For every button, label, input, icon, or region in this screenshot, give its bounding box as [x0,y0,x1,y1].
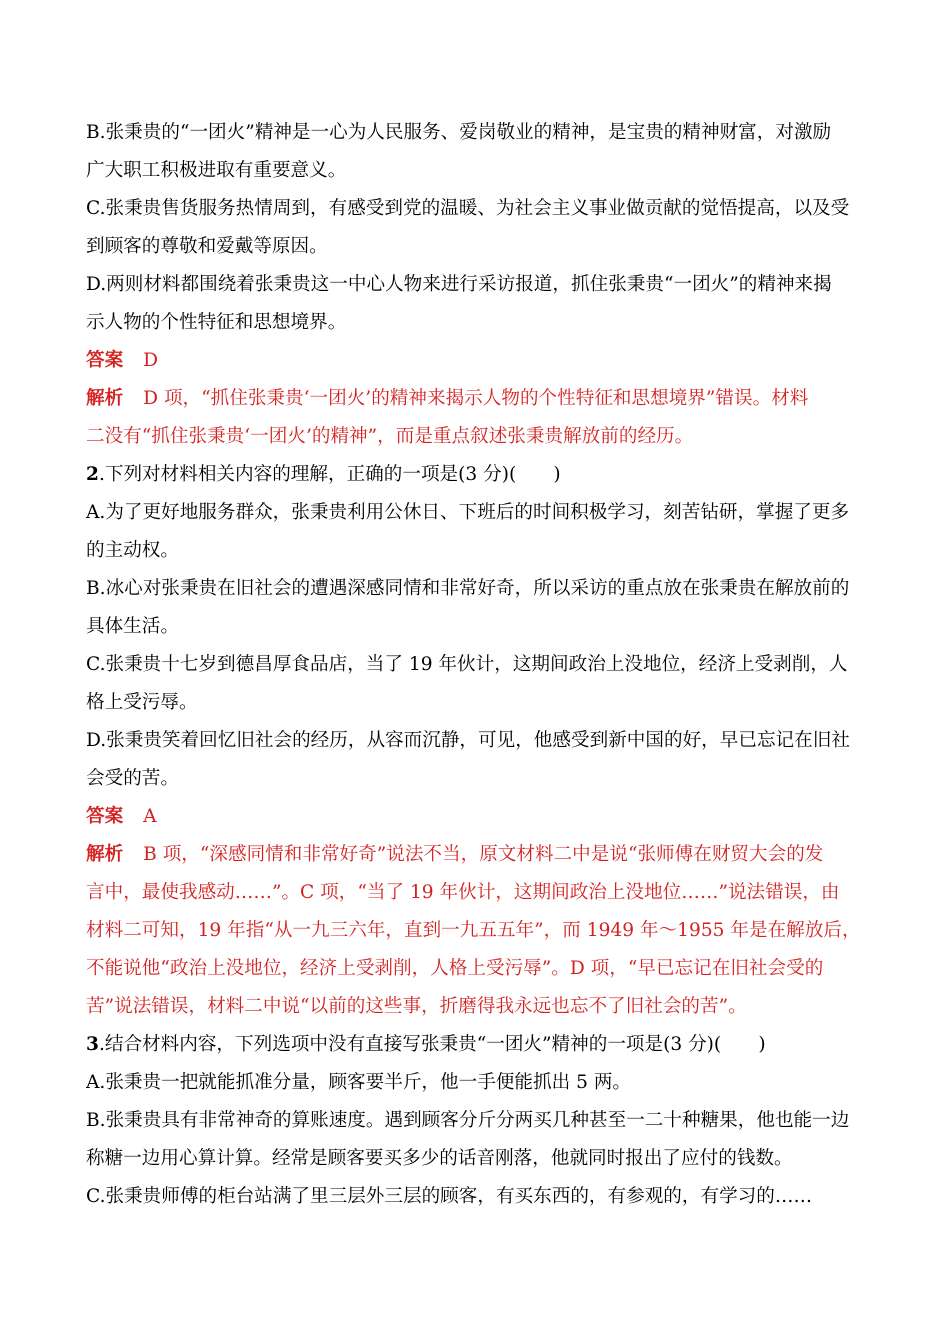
question-number: 3 [86,1034,99,1055]
q2-stem [86,463,876,487]
q1-analysis-line-1 [86,387,876,411]
q1-answer [86,349,876,373]
q3-option-b-line-1: B.张秉贵具有非常神奇的算账速度。遇到顾客分斤分两买几种甚至一二十种糖果，他也能一边 [86,1110,850,1131]
q1-option-c-line-2: 到顾客的尊敬和爱戴等原因。 [86,236,328,257]
q2-answer [86,805,876,829]
answer-value: D [143,350,159,371]
q2-analysis-line-3: 材料二可知，19 年指“从一九三六年，直到一九五五年”，而 1949 年～1955 年是在解放后， [86,920,861,941]
q2-option-d-line-2: 会受的苦。 [86,768,179,789]
q3-option-b-line-2: 称糖一边用心算计算。经常是顾客要买多少的话音刚落，他就同时报出了应付的钱数。 [86,1148,793,1169]
q2-option-d-line-1: D.张秉贵笑着回忆旧社会的经历，从容而沉静，可见，他感受到新中国的好，早已忘记在旧社 [86,730,850,751]
q1-option-c-line-1: C.张秉贵售货服务热情周到，有感受到党的温暖、为社会主义事业做贡献的觉悟提高，以及受 [86,198,850,219]
q2-analysis-line-5: 苦”说法错误，材料二中说“以前的这些事，折磨得我永远也忘不了旧社会的苦”。 [86,996,747,1017]
q2-option-b-line-1: B.冰心对张秉贵在旧社会的遭遇深感同情和非常好奇，所以采访的重点放在张秉贵在解放前的 [86,578,850,599]
q2-option-c-line-2: 格上受污辱。 [86,692,198,713]
question-number: 2 [86,464,99,485]
q2-analysis-line-1 [86,843,876,867]
q1-option-b-line-2: 广大职工积极进取有重要意义。 [86,160,347,181]
analysis-label: 解析 [86,388,124,409]
answer-label: 答案 [86,350,124,371]
q2-option-b-line-2: 具体生活。 [86,616,179,637]
q2-analysis-line-2: 言中，最使我感动……”。C 项，“当了 19 年伙计，这期间政治上没地位……”说法错误，由 [86,882,840,903]
q1-analysis-line-2: 二没有“抓住张秉贵‘一团火’的精神”，而是重点叙述张秉贵解放前的经历。 [86,426,694,447]
q1-option-d-line-1: D.两则材料都围绕着张秉贵这一中心人物来进行采访报道，抓住张秉贵“一团火”的精神来揭 [86,274,832,295]
q2-option-a-line-1: A.为了更好地服务群众，张秉贵利用公休日、下班后的时间积极学习，刻苦钻研，掌握了更多 [86,502,850,523]
analysis-text: B 项，“深感同情和非常好奇”说法不当，原文材料二中是说“张师傅在财贸大会的发 [143,844,824,865]
q3-option-c: C.张秉贵师傅的柜台站满了里三层外三层的顾客，有买东西的，有参观的，有学习的…… [86,1186,813,1207]
analysis-label: 解析 [86,844,124,865]
q1-option-d-line-2: 示人物的个性特征和思想境界。 [86,312,347,333]
question-stem: .结合材料内容，下列选项中没有直接写张秉贵“一团火”精神的一项是(3 分)( ) [98,1034,766,1055]
q3-stem [86,1033,876,1057]
analysis-text: D 项，“抓住张秉贵‘一团火’的精神来揭示人物的个性特征和思想境界”错误。材料 [143,388,809,409]
q2-option-c-line-1: C.张秉贵十七岁到德昌厚食品店，当了 19 年伙计，这期间政治上没地位，经济上受剥削，人 [86,654,848,675]
answer-label: 答案 [86,806,124,827]
q2-option-a-line-2: 的主动权。 [86,540,179,561]
q1-option-b-line-1: B.张秉贵的“一团火”精神是一心为人民服务、爱岗敬业的精神，是宝贵的精神财富，对激励 [86,122,832,143]
question-stem: .下列对材料相关内容的理解，正确的一项是(3 分)( ) [98,464,561,485]
answer-value: A [143,806,157,827]
q3-option-a: A.张秉贵一把就能抓准分量，顾客要半斤，他一手便能抓出 5 两。 [86,1072,632,1093]
q2-analysis-line-4: 不能说他“政治上没地位，经济上受剥削，人格上受污辱”。D 项，“早已忘记在旧社会受的 [86,958,824,979]
